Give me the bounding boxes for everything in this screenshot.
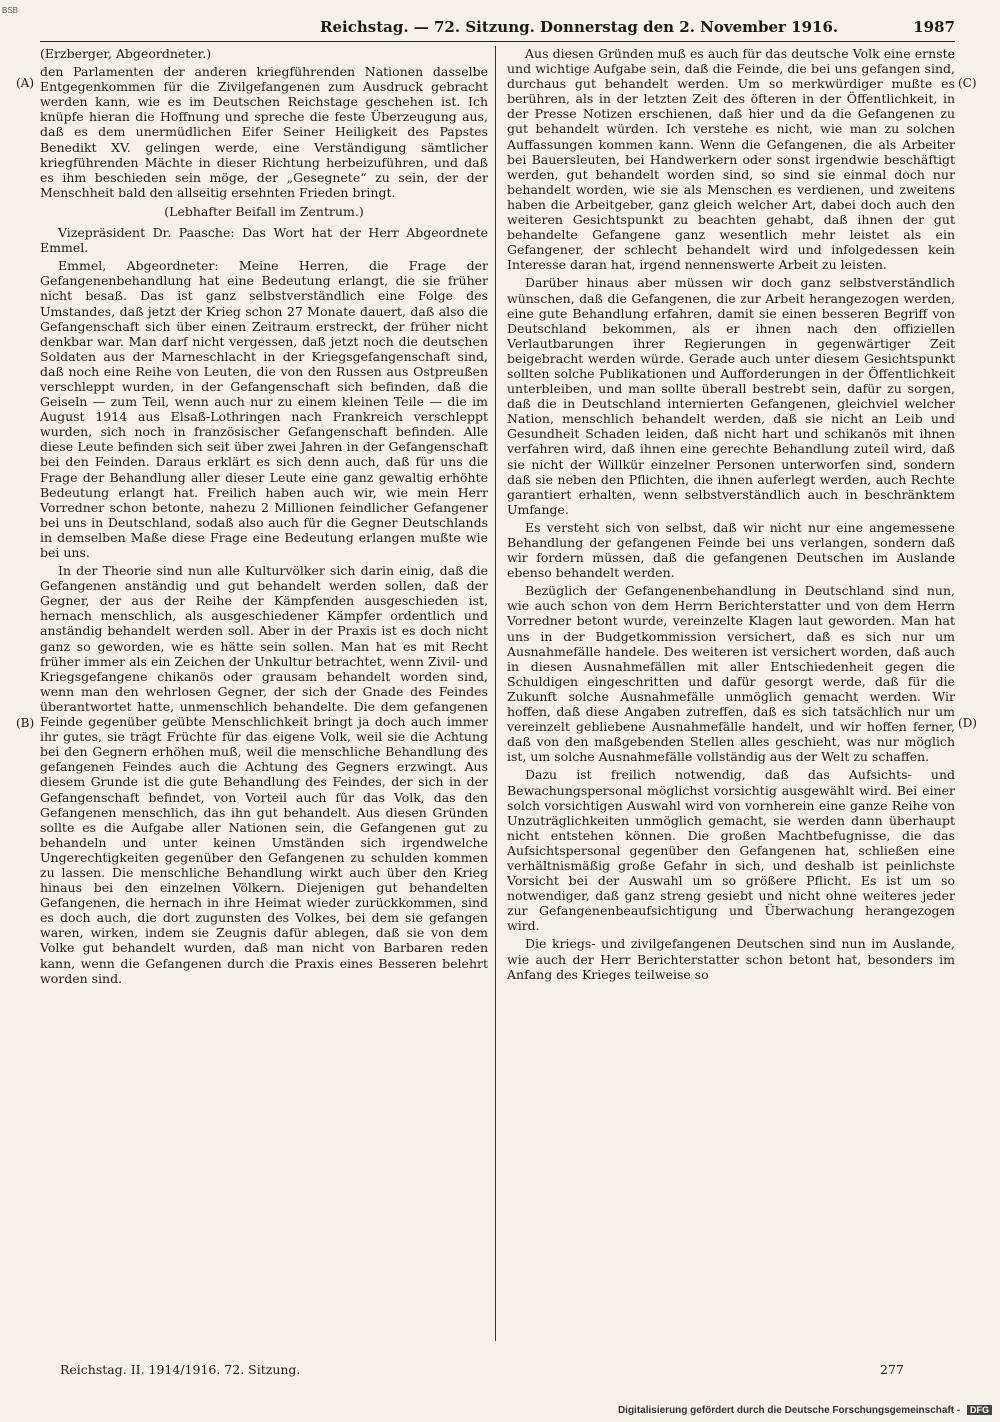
dfg-credit-text: Digitalisierung gefördert durch die Deutsche Forschungsgemeinschaft -	[617, 1405, 961, 1416]
applause-note: (Lebhafter Beifall im Zentrum.)	[164, 203, 364, 219]
page-header	[40, 18, 955, 42]
paragraph: Darüber hinaus aber müssen wir doch ganz selbstverständlich wünschen, daß die Gefangenen, die zur Arbeit herangezogen werden, eine gute Behandlung erfahren, damit sie einen besseren Begriff von Deutschland bekommen, als er ihnen nach den offiziellen Verlautbarungen ihrer Regierungen in gegenwärtiger Zeit beigebracht werden würde. Gerade auch unter diesem Gesichtspunkt sollten solche Publikationen und Aufforderungen in der Öffentlichkeit unterbleiben, und man sollte überall bestrebt sein, dafür zu sorgen, daß die in Deutschland internierten Gefangenen, gleichviel welcher Nation, menschlich behandelt werden, daß sie nicht an Leib und Gesundheit Schaden leiden, daß nicht hart und schikanös mit ihnen verfahren wird, daß ihnen eine gerechte Behandlung zuteil wird, daß sie nicht der Willkür einzelner Personen unterworfen sind, sondern daß sie neben den Pflichten, die ihnen auferlegt werden, auch Rechte garantiert erhalten, wenn selbstverständlich auch in beschränktem Umfange.	[507, 275, 955, 517]
dfg-credit	[618, 1405, 992, 1416]
footer-sheet-number: 277	[880, 1362, 904, 1377]
paragraph: den Parlamenten der anderen kriegführenden Nationen dasselbe Entgegenkommen für die Zivilgefangenen zum Ausdruck gebracht werden kann, wie es im Deutschen Reichstage geschehen ist. Ich knüpfe hieran die Hoffnung und spreche die feste Überzeugung aus, daß es dem unermüdlichen Eifer Seiner Heiligkeit des Papstes Benedikt XV. gelingen werde, eine Verständigung sämtlicher kriegführenden Mächte in dieser Richtung herbeizuführen, und daß es ihm beschieden sein möge, der „Gesegnete“ zu sein, der der Menschheit bald den allseitig ersehnten Frieden bringt.	[40, 64, 488, 200]
margin-marker-d: (D)	[958, 716, 977, 730]
left-column	[40, 46, 488, 989]
paragraph: Vizepräsident Dr. Paasche: Das Wort hat der Herr Abgeordnete Emmel.	[40, 225, 488, 256]
margin-marker-a: (A)	[16, 76, 35, 90]
footer-signature: Reichstag. II. 1914/1916. 72. Sitzung.	[60, 1362, 301, 1377]
paragraph: Es versteht sich von selbst, daß wir nicht nur eine angemessene Behandlung der gefangenen Feinde bei uns verlangen, sondern daß wir fordern müssen, daß die gefangenen Deutschen im Auslande ebenso behandelt werden.	[507, 519, 955, 581]
paragraph: Dazu ist freilich notwendig, daß das Aufsichts- und Bewachungspersonal möglichst vorsichtig ausgewählt wird. Bei einer solch vorsichtigen Auswahl wird von vornherein eine ganze Reihe von Unzuträglichkeiten unmöglich gemacht, sie werden dann überhaupt nicht entstehen können. Die großen Machtbefugnisse, die das Aufsichtspersonal gegenüber den Gefangenen hat, schließen eine verhältnismäßig große Gefahr in sich, und deshalb ist peinlichste Vorsicht bei der Auswahl um so größere Pflicht. Es ist um so notwendiger, daß ganz streng gesiebt und nicht ohne weiteres jeder zur Gefangenenbeaufsichtigung und Überwachung herangezogen wird.	[507, 767, 955, 934]
paragraph: Emmel, Abgeordneter: Meine Herren, die Frage der Gefangenenbehandlung hat eine Bedeutung erlangt, die sie früher nicht besaß. Das ist ganz selbstverständlich eine Folge des Umstandes, daß jetzt der Krieg schon 27 Monate dauert, daß also die Gefangenschaft sich über einen Zeitraum erstreckt, der früher nicht denkbar war. Man darf nicht vergessen, daß jetzt noch die deutschen Soldaten aus der Marneschlacht in der Kriegsgefangenschaft sind, daß noch eine Reihe von Leuten, die von den Russen aus Ostpreußen verschleppt wurden, in der Gefangenschaft sich befinden, daß die Geiseln — zum Teil, wenn auch nur zu einem kleinen Teile — die im August 1914 aus Elsaß-Lothringen nach Frankreich verschleppt wurden, sich noch in französischer Gefangenschaft befinden. Alle diese Leute befinden sich seit über zwei Jahren in der Gefangenschaft bei den Feinden. Daraus erklärt es sich denn auch, daß für uns die Frage der Behandlung aller dieser Leute eine ganz gewaltig erhöhte Bedeutung erlangt hat. Freilich haben auch wir, wie mein Herr Vorredner schon betonte, nahezu 2 Millionen feindlicher Gefangener bei uns in Deutschland, sodaß also auch für die Gegner Deutschlands in demselben Maße diese Frage eine Bedeutung erlangen mußte wie bei uns.	[40, 258, 488, 560]
running-title: Reichstag. — 72. Sitzung. Donnerstag den 2. November 1916.	[320, 18, 839, 36]
paragraph: Aus diesen Gründen muß es auch für das deutsche Volk eine ernste und wichtige Aufgabe sein, daß die Feinde, die bei uns gefangen sind, durchaus gut behandelt werden. Um so merkwürdiger mußte es berühren, als in der letzten Zeit des öfteren in der Öffentlichkeit, in der Presse Notizen erschienen, daß hier und da die Gefangenen zu gut behandelt würden. Ich verstehe es nicht, wie man zu solchen Auffassungen kommen kann. Wenn die Gefangenen, die als Arbeiter bei Bauersleuten, bei Handwerkern oder sonst irgendwie beschäftigt werden, gut behandelt worden sind, so sind sie einmal doch nur behandelt worden, wie sie als Menschen es verdienen, und zweitens haben die Arbeitgeber, ganz gleich welcher Art, dabei doch auch den weiteren Gesichtspunkt zu beachten gehabt, daß ihnen der gut behandelte Gefangene ganz wesentlich mehr leistet als ein Gefangener, der schlecht behandelt wird und infolgedessen kein Interesse daran hat, irgend nennenswerte Arbeit zu leisten.	[507, 46, 955, 273]
dfg-logo: DFG	[967, 1405, 992, 1415]
header-rule	[40, 41, 955, 42]
page-number: 1987	[913, 18, 955, 36]
paragraph: In der Theorie sind nun alle Kulturvölker sich darin einig, daß die Gefangenen anständig und gut behandelt werden sollen, daß der Gegner, der aus der Reihe der Kämpfenden ausgeschieden ist, hernach menschlich, als ausgeschiedener Kämpfer ordentlich und anständig behandelt werden soll. Aber in der Praxis ist es doch nicht ganz so geworden, wie es hätte sein sollen. Man hat es mit Recht früher immer als ein Zeichen der Unkultur betrachtet, wenn Zivil- und Kriegsgefangene chikanös oder grausam behandelt worden sind, wenn man den wehrlosen Gegner, der sich der Gnade des Feindes überantwortet hatte, unmenschlich behandelte. Die dem gefangenen Feinde gegenüber geübte Menschlichkeit bringt ja doch auch immer ihr gutes, sie trägt Früchte für das eigene Volk, weil sie die Achtung bei den Gegnern erhöhen muß, weil die menschliche Behandlung des gefangenen Feindes auch die Achtung des Gegners erzwingt. Aus diesem Grunde ist die gute Behandlung des Feindes, der sich in der Gefangenschaft befindet, von Vorteil auch für das Volk, das den Gefangenen menschlich, das ihn gut behandelt. Aus diesen Gründen sollte es die Aufgabe aller Nationen sein, die Gefangenen gut zu behandeln und unter keinen Umständen sich irgendwelche Ungerechtigkeiten gegenüber den Gefangenen zu schulden kommen zu lassen. Die menschliche Behandlung wirkt auch über den Krieg hinaus bei den einzelnen Völkern. Diejenigen gut behandelten Gefangenen, die hernach in ihre Heimat wieder zurückkommen, sind es doch auch, die dort zugunsten des Volkes, bei dem sie gefangen waren, wirken, indem sie Zeugnis dafür ablegen, daß sie von dem Volke gut behandelt wurden, daß man nicht von Barbaren reden kann, wenn die Gefangenen durch die Praxis eines Besseren belehrt worden sind.	[40, 563, 488, 986]
paragraph: Bezüglich der Gefangenenbehandlung in Deutschland sind nun, wie auch schon von dem Herrn Berichterstatter und von dem Herrn Vorredner betont wurde, vereinzelte Klagen laut geworden. Man hat uns in der Budgetkommission versichert, daß es sich nur um Ausnahmefälle handele. Des weiteren ist versichert worden, daß auch in diesen Ausnahmefällen mit aller Entschiedenheit gegen die Schuldigen eingeschritten und dafür gesorgt werde, daß für die Zukunft solche Ausnahmefälle unmöglich gemacht werden. Wir hoffen, daß diese Angaben zutreffen, daß es sich tatsächlich nur um vereinzelt gebliebene Ausnahmefälle handelt, und wir hoffen ferner, daß von den maßgebenden Stellen alles geschieht, was nur möglich ist, um solche Ausnahmefälle vollständig aus der Welt zu schaffen.	[507, 583, 955, 765]
margin-marker-b: (B)	[16, 716, 35, 730]
paragraph: Die kriegs- und zivilgefangenen Deutschen sind nun im Auslande, wie auch der Herr Berichterstatter schon betont hat, besonders im Anfang des Krieges teilweise so	[507, 936, 955, 982]
library-stamp: BSB	[2, 6, 19, 15]
speaker-continuation: (Erzberger, Abgeordneter.)	[40, 46, 212, 61]
right-column	[507, 46, 955, 985]
column-divider	[495, 46, 496, 1341]
margin-marker-c: (C)	[958, 76, 977, 90]
